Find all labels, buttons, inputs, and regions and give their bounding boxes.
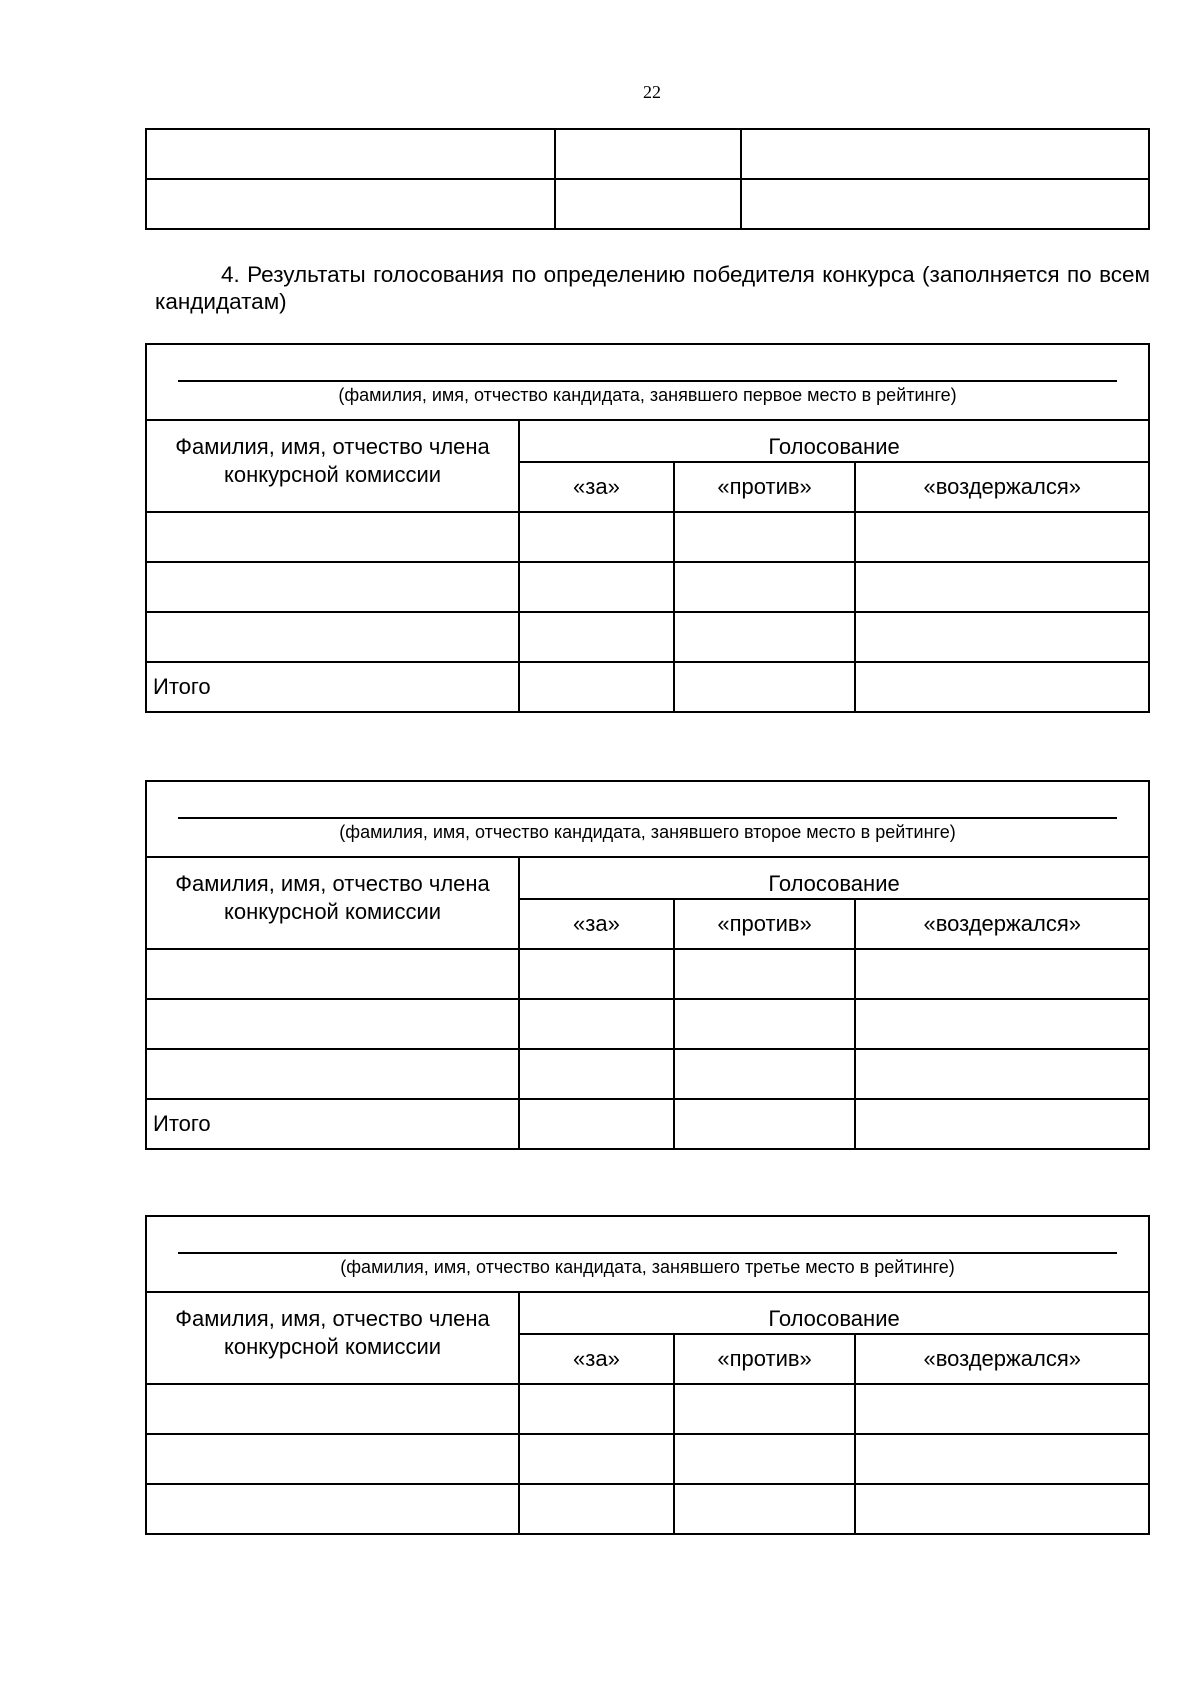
vote-against-cell[interactable] [674, 512, 856, 562]
vote-for-cell[interactable] [519, 1049, 674, 1099]
vote-abstained-cell[interactable] [855, 949, 1149, 999]
total-abstained-cell[interactable] [855, 1099, 1149, 1149]
candidate-name-field[interactable] [146, 1216, 1149, 1292]
vote-table-second-place [145, 780, 1150, 1150]
member-name-cell[interactable] [146, 612, 519, 662]
total-abstained-cell[interactable] [855, 662, 1149, 712]
candidate-row [146, 781, 1149, 857]
candidate-row [146, 1216, 1149, 1292]
section-heading [155, 261, 1150, 315]
column-for: «за» [519, 462, 674, 512]
vote-against-cell[interactable] [674, 562, 856, 612]
column-abstained: «воздержался» [855, 1334, 1149, 1384]
member-name-cell[interactable] [146, 1484, 519, 1534]
vote-against-cell[interactable] [674, 1384, 856, 1434]
table-row [146, 512, 1149, 562]
column-against: «против» [674, 462, 856, 512]
member-header: Фамилия, имя, отчество члена конкурсной комиссии [146, 857, 519, 949]
column-against: «против» [674, 899, 856, 949]
voting-header: Голосование [519, 1292, 1149, 1334]
candidate-name-line [178, 1252, 1117, 1254]
table-row [146, 562, 1149, 612]
table-row [146, 1434, 1149, 1484]
candidate-name-line [178, 380, 1117, 382]
candidate-caption: (фамилия, имя, отчество кандидата, занявшего первое место в рейтинге) [338, 385, 957, 405]
vote-abstained-cell[interactable] [855, 512, 1149, 562]
member-name-cell[interactable] [146, 1384, 519, 1434]
column-for: «за» [519, 899, 674, 949]
candidate-caption: (фамилия, имя, отчество кандидата, занявшего третье место в рейтинге) [340, 1257, 955, 1277]
member-name-cell[interactable] [146, 512, 519, 562]
vote-for-cell[interactable] [519, 1384, 674, 1434]
table-cell[interactable] [741, 179, 1149, 229]
table-cell[interactable] [555, 179, 741, 229]
column-abstained: «воздержался» [855, 462, 1149, 512]
vote-for-cell[interactable] [519, 999, 674, 1049]
total-label: Итого [146, 1099, 519, 1149]
table-row [146, 1484, 1149, 1534]
table-row [146, 129, 1149, 179]
header-row [146, 857, 1149, 899]
member-name-cell[interactable] [146, 999, 519, 1049]
total-row [146, 662, 1149, 712]
vote-against-cell[interactable] [674, 949, 856, 999]
vote-abstained-cell[interactable] [855, 612, 1149, 662]
page-number: 22 [643, 82, 661, 102]
vote-against-cell[interactable] [674, 1049, 856, 1099]
total-against-cell[interactable] [674, 1099, 856, 1149]
candidate-caption: (фамилия, имя, отчество кандидата, занявшего второе место в рейтинге) [339, 822, 956, 842]
table-row [146, 179, 1149, 229]
header-row [146, 420, 1149, 462]
vote-table-third-place [145, 1215, 1150, 1535]
vote-against-cell[interactable] [674, 999, 856, 1049]
member-name-cell[interactable] [146, 1434, 519, 1484]
table-cell[interactable] [555, 129, 741, 179]
vote-for-cell[interactable] [519, 1484, 674, 1534]
vote-abstained-cell[interactable] [855, 1484, 1149, 1534]
member-name-cell[interactable] [146, 562, 519, 612]
table-row [146, 999, 1149, 1049]
column-abstained: «воздержался» [855, 899, 1149, 949]
vote-for-cell[interactable] [519, 562, 674, 612]
table-row [146, 1384, 1149, 1434]
vote-for-cell[interactable] [519, 612, 674, 662]
member-header: Фамилия, имя, отчество члена конкурсной комиссии [146, 420, 519, 512]
continuation-table [145, 128, 1150, 230]
total-for-cell[interactable] [519, 1099, 674, 1149]
table-row [146, 1049, 1149, 1099]
vote-abstained-cell[interactable] [855, 562, 1149, 612]
candidate-name-field[interactable] [146, 781, 1149, 857]
column-for: «за» [519, 1334, 674, 1384]
column-against: «против» [674, 1334, 856, 1384]
member-name-cell[interactable] [146, 1049, 519, 1099]
voting-header: Голосование [519, 420, 1149, 462]
table-row [146, 949, 1149, 999]
table-row [146, 612, 1149, 662]
table-cell[interactable] [146, 129, 555, 179]
total-for-cell[interactable] [519, 662, 674, 712]
table-cell[interactable] [741, 129, 1149, 179]
header-row [146, 1292, 1149, 1334]
vote-against-cell[interactable] [674, 612, 856, 662]
candidate-name-field[interactable] [146, 344, 1149, 420]
vote-for-cell[interactable] [519, 512, 674, 562]
vote-for-cell[interactable] [519, 949, 674, 999]
section-heading-text: 4. Результаты голосования по определению победителя конкурса (заполняется по всем кандидатам) [155, 262, 1150, 314]
candidate-name-line [178, 817, 1117, 819]
table-cell[interactable] [146, 179, 555, 229]
vote-abstained-cell[interactable] [855, 1049, 1149, 1099]
vote-abstained-cell[interactable] [855, 999, 1149, 1049]
vote-table-first-place [145, 343, 1150, 713]
vote-abstained-cell[interactable] [855, 1434, 1149, 1484]
vote-against-cell[interactable] [674, 1434, 856, 1484]
vote-against-cell[interactable] [674, 1484, 856, 1534]
total-against-cell[interactable] [674, 662, 856, 712]
member-header: Фамилия, имя, отчество члена конкурсной комиссии [146, 1292, 519, 1384]
vote-for-cell[interactable] [519, 1434, 674, 1484]
total-row [146, 1099, 1149, 1149]
candidate-row [146, 344, 1149, 420]
total-label: Итого [146, 662, 519, 712]
voting-header: Голосование [519, 857, 1149, 899]
member-name-cell[interactable] [146, 949, 519, 999]
vote-abstained-cell[interactable] [855, 1384, 1149, 1434]
